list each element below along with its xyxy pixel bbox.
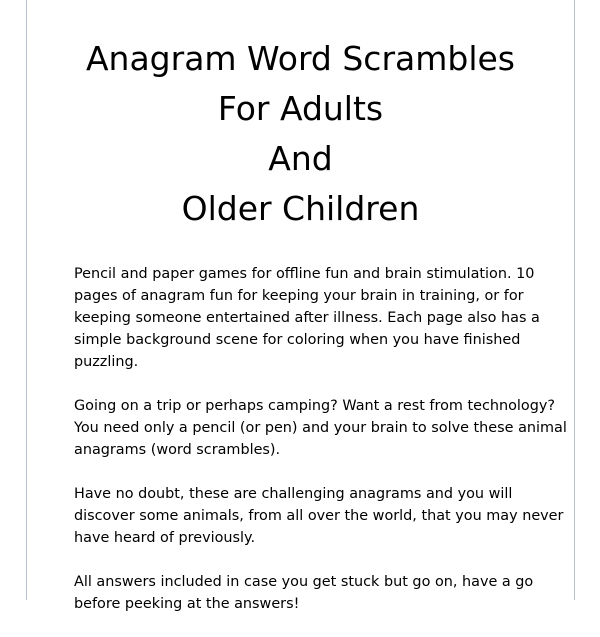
title-line: Anagram Word Scrambles <box>85 39 516 78</box>
page-border-right <box>574 0 575 600</box>
body-paragraph: Pencil and paper games for offline fun and brain stimulation. 10 pages of anagram fun for keeping your brain in training, or for keeping someone entertained after illness. Each page also has a simple background scene for coloring when you have finished puzzling. <box>74 266 540 370</box>
document-body <box>74 263 574 637</box>
body-paragraph: Going on a trip or perhaps camping? Want a rest from technology? You need only a pencil (or pen) and your brain to solve these animal anagrams (word scrambles). <box>74 398 567 458</box>
body-paragraph: Have no doubt, these are challenging anagrams and you will discover some animals, from all over the world, that you may never have heard of previously. <box>74 486 564 546</box>
title-line: Older Children <box>181 189 420 228</box>
title-line: For Adults <box>217 89 384 128</box>
body-paragraph: All answers included in case you get stuck but go on, have a go before peeking at the answers! <box>74 574 534 612</box>
title-line: And <box>268 139 333 178</box>
document-title <box>27 34 574 234</box>
